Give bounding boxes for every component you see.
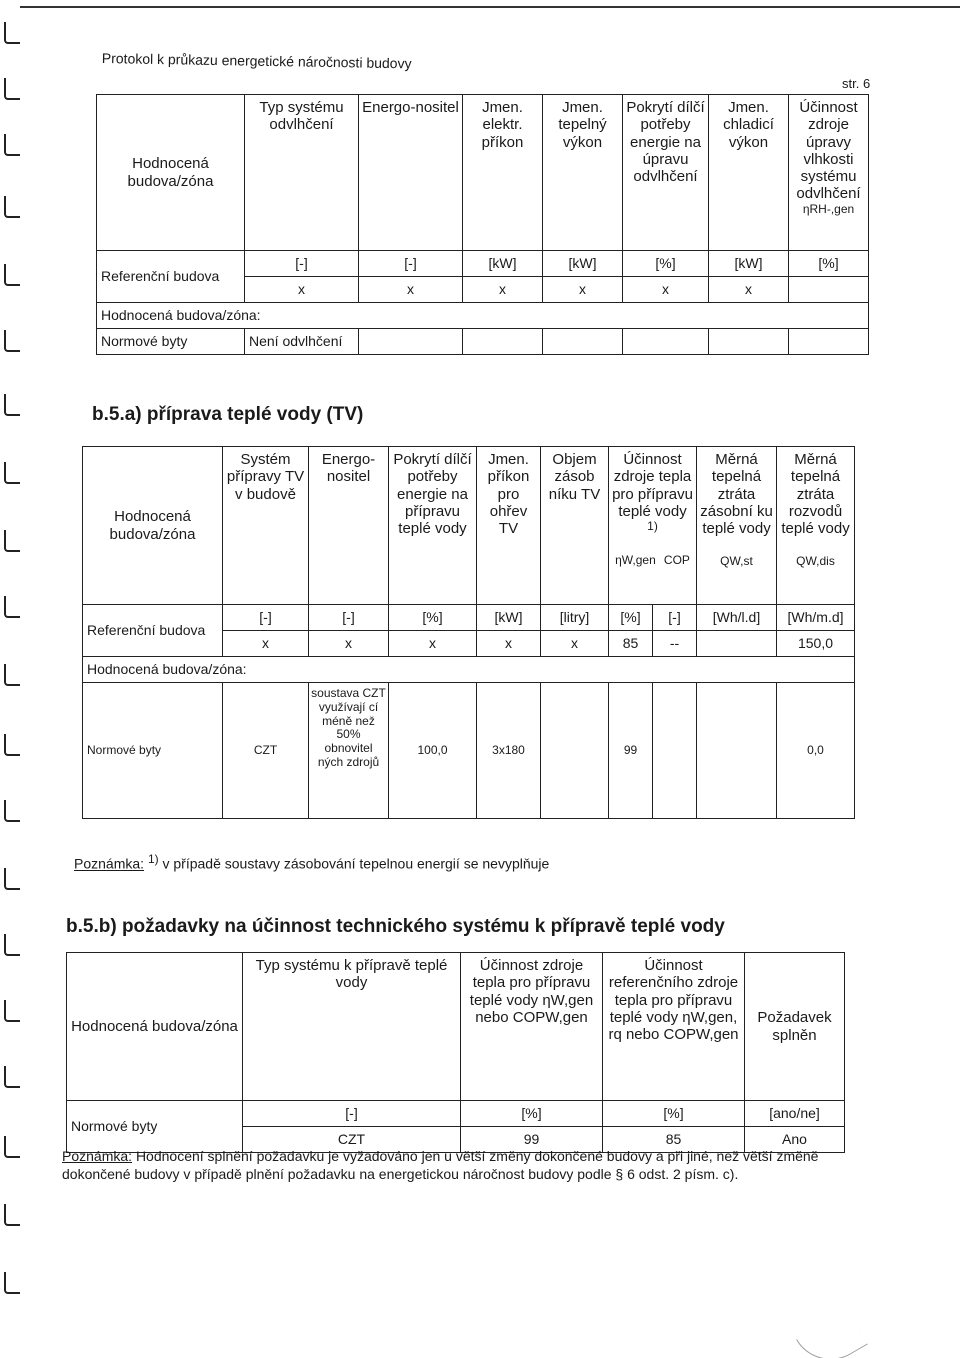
dehumidification-table [96,94,868,355]
value-cell: x [477,631,541,657]
row-label-text: Normové byty [87,742,162,757]
evaluated-label: Hodnocená budova/zóna: [83,657,855,683]
value-cell: x [463,277,543,303]
unit-cell: [%] [461,1101,603,1127]
value-cell: x [223,631,309,657]
col-header [789,95,869,251]
value-cell [697,683,777,819]
col-header [777,447,855,605]
col-header: Objem zásob níku TV [541,447,609,605]
value-cell [541,683,609,819]
value-cell: x [389,631,477,657]
row-label: Normové byty [67,1101,243,1153]
value-cell: 99 [609,683,653,819]
col-header: Jmen. chladicí výkon [709,95,789,251]
unit-cell: [-] [359,251,463,277]
value-cell [463,329,543,355]
value-cell: x [359,277,463,303]
reference-label: Referenční budova [97,251,245,303]
note-text: v případě soustavy zásobování tepelnou energií se nevyplňuje [162,855,550,872]
note-label: Poznámka: [74,855,145,872]
row-label [83,683,223,819]
q-dis-label: QW,dis [796,554,835,569]
unit-cell: [-] [653,605,697,631]
binder-mark [4,330,20,352]
col-header: Energo-nositel [309,447,389,605]
value-cell: x [245,277,359,303]
value-cell: soustava CZT využívají cí méně než 50% obnovitel ných zdrojů [309,683,389,819]
value-cell [359,329,463,355]
top-edge-line [20,6,960,8]
col-header: Pokrytí dílčí potřeby energie na úpravu odvlhčení [623,95,709,251]
value-cell [789,277,869,303]
col-header: Jmen. elektr. příkon [463,95,543,251]
value-cell [789,329,869,355]
value-cell: x [541,631,609,657]
pen-stroke [796,1310,868,1358]
note-label: Poznámka: [62,1148,133,1164]
unit-cell: [kW] [709,251,789,277]
value-cell: 3x180 [477,683,541,819]
value-cell [697,631,777,657]
unit-cell: [%] [789,251,869,277]
col-header: Účinnost zdroje tepla pro přípravu teplé vody ηW,gen nebo COPW,gen [461,953,603,1101]
col-header [609,447,697,605]
requirements-table [66,952,844,1153]
binder-mark [4,1000,20,1022]
unit-cell: [%] [623,251,709,277]
note-text: Hodnocení splnění požadavku je vyžadováno jen u větší změny dokončené budovy a při jiné, než větší změně dokončené budovy v případě plnění požadavku na energetickou náročnost budovy podle § 6 odst. 2 písm. c). [62,1148,819,1182]
binder-mark [4,734,20,756]
row-label: Normové byty [97,329,245,355]
col-header: Systém přípravy TV v budově [223,447,309,605]
binder-mark [4,462,20,484]
q-st-label: QW,st [720,554,753,569]
col-header-text: Měrná tepelná ztráta zásobní ku teplé vody [700,451,773,537]
value-cell: 85 [603,1127,745,1153]
col-header: Typ systému k přípravě teplé vody [243,953,461,1101]
binder-mark [4,530,20,552]
unit-cell: [%] [389,605,477,631]
value-cell [653,683,697,819]
unit-cell: [%] [609,605,653,631]
binder-mark [4,394,20,416]
value-cell: 85 [609,631,653,657]
binder-mark [4,664,20,686]
footnote-a [74,852,549,873]
col-header: Hodnocená budova/zóna [83,447,223,605]
section-title-a: b.5.a) příprava teplé vody (TV) [92,404,364,425]
footnote-mark: 1) [647,519,658,533]
unit-cell: [-] [223,605,309,631]
hot-water-table [82,446,854,819]
unit-cell: [kW] [543,251,623,277]
binder-mark [4,134,20,156]
unit-cell: [-] [245,251,359,277]
value-cell: x [623,277,709,303]
value-cell: x [543,277,623,303]
binder-mark [4,868,20,890]
binder-mark [4,196,20,218]
col-header-text: Účinnost zdroje úpravy vlhkosti systému odvlhčení [796,99,861,203]
col-header: Typ systému odvlhčení [245,95,359,251]
value-cell [709,329,789,355]
unit-cell: [Wh/m.d] [777,605,855,631]
value-cell [623,329,709,355]
value-cell: x [309,631,389,657]
value-cell: 0,0 [777,683,855,819]
unit-cell: [litry] [541,605,609,631]
unit-cell: [-] [309,605,389,631]
value-cell: -- [653,631,697,657]
unit-cell: [ano/ne] [745,1101,845,1127]
col-header: Energo-nositel [359,95,463,251]
col-header: Jmen. příkon pro ohřev TV [477,447,541,605]
unit-cell: [%] [603,1101,745,1127]
value-cell: Není odvlhčení [245,329,359,355]
footnote-b [62,1148,838,1183]
value-cell: Ano [745,1127,845,1153]
unit-cell: [Wh/l.d] [697,605,777,631]
unit-cell: [kW] [463,251,543,277]
col-header: Požadavek splněn [745,953,845,1101]
eta-label: ηRH-,gen [802,201,855,216]
document-header: Protokol k průkazu energetické náročnosti budovy [101,50,412,72]
evaluated-label: Hodnocená budova/zóna: [97,303,869,329]
col-header [697,447,777,605]
col-header: Pokrytí dílčí potřeby energie na přípravu teplé vody [389,447,477,605]
value-cell: x [709,277,789,303]
binder-mark [4,264,20,286]
col-header: Hodnocená budova/zóna [67,953,243,1101]
unit-cell: [kW] [477,605,541,631]
col-header: Hodnocená budova/zóna [97,95,245,251]
page-number: str. 6 [842,76,871,91]
value-cell: 150,0 [777,631,855,657]
reference-label: Referenční budova [83,605,223,657]
cop-label: COP [663,553,690,568]
col-header: Jmen. tepelný výkon [543,95,623,251]
value-cell: CZT [243,1127,461,1153]
binder-mark [4,1136,20,1158]
unit-cell: [-] [243,1101,461,1127]
col-header-text: Účinnost zdroje tepla pro přípravu teplé vody [612,451,693,520]
binder-mark [4,1204,20,1226]
binder-mark [4,1272,20,1294]
binder-mark [4,934,20,956]
value-cell: 100,0 [389,683,477,819]
binder-mark [4,596,20,618]
value-cell: 99 [461,1127,603,1153]
binder-mark [4,78,20,100]
col-header: Účinnost referenčního zdroje tepla pro přípravu teplé vody ηW,gen, rq nebo COPW,gen [603,953,745,1101]
binder-mark [4,1066,20,1088]
footnote-mark: 1) [147,852,159,866]
value-cell [543,329,623,355]
binder-mark [4,22,20,44]
eta-label: ηW,gen [615,553,656,568]
binder-mark [4,800,20,822]
section-title-b: b.5.b) požadavky na účinnost technického systému k přípravě teplé vody [66,916,725,937]
col-header-text: Měrná tepelná ztráta rozvodů teplé vody [781,451,850,537]
value-cell: CZT [223,683,309,819]
